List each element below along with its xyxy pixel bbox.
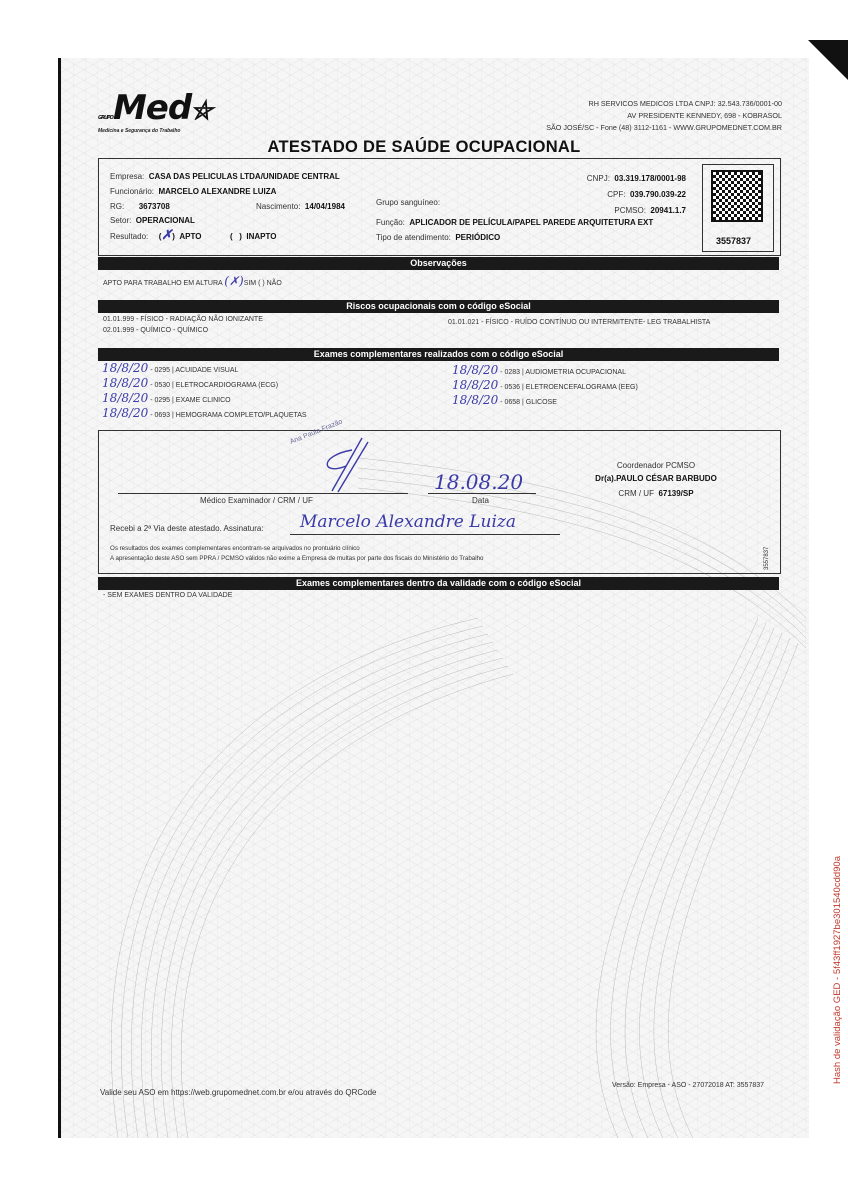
data-line — [428, 493, 536, 494]
pcmso-label: PCMSO: — [614, 206, 646, 215]
tipo-row — [376, 227, 500, 245]
funcionario-label: Funcionário: — [110, 187, 155, 196]
employee-signature: Marcelo Alexandre Luiza — [300, 512, 517, 532]
pcmso-value: 20941.1.7 — [650, 206, 686, 215]
apto-mark: ✗ — [161, 228, 173, 243]
funcao-label: Função: — [376, 218, 405, 227]
exam-row: 18/8/20 - 0658 | GLICOSE — [452, 393, 557, 407]
company-line2: AV PRESIDENTE KENNEDY, 698 - KOBRASOL — [627, 111, 782, 120]
inapto-option: INAPTO — [246, 232, 277, 241]
qr-code-icon[interactable] — [711, 170, 763, 222]
footer-validate: Valide seu ASO em https://web.grupomednet.com.br e/ou através do QRCode — [100, 1088, 377, 1097]
exam-row: 18/8/20 - 0536 | ELETROENCEFALOGRAMA (EEG) — [452, 378, 638, 392]
company-line3: SÃO JOSÉ/SC - Fone (48) 3112-1161 - WWW.GRUPOMEDNET.COM.BR — [546, 123, 782, 132]
note-1: Os resultados dos exames complementares encontram-se arquivados no prontuário clínico — [110, 545, 360, 552]
ids-block — [560, 170, 686, 218]
nascimento-label: Nascimento: — [256, 202, 301, 211]
grupo-label: Grupo sanguíneo: — [376, 198, 441, 207]
resultado-row: Resultado: (✗) APTO ( ) INAPTO — [110, 228, 277, 243]
cnpj-label: CNPJ: — [586, 174, 610, 183]
setor-value: OPERACIONAL — [135, 216, 195, 225]
risco-item: 02.01.999 - QUÍMICO - QUÍMICO — [103, 327, 209, 334]
document-title: ATESTADO DE SAÚDE OCUPACIONAL — [267, 138, 581, 156]
risco-item: 01.01.999 - FÍSICO - RADIAÇÃO NÃO IONIZANTE — [103, 316, 263, 323]
medico-line — [118, 493, 408, 494]
exam-row: 18/8/20 - 0295 | ACUIDADE VISUAL — [102, 361, 239, 375]
resultado-label: Resultado: — [110, 232, 149, 241]
empresa-value: CASA DAS PELICULAS LTDA/UNIDADE CENTRAL — [148, 172, 340, 181]
coordenador-label: Coordenador PCMSO — [616, 461, 696, 470]
crm-label: CRM / UF — [618, 489, 654, 498]
crm-value: 67139/SP — [658, 489, 694, 498]
footer-version: Versão: Empresa - ASO - 27072018 AT: 3557837 — [612, 1082, 765, 1089]
cpf-value: 039.790.039-22 — [629, 190, 686, 199]
cnpj-value: 03.319.178/0001-98 — [614, 174, 686, 183]
exames-left — [102, 362, 307, 422]
funcao-value: APLICADOR DE PELÍCULA/PAPEL PAREDE ARQUITETURA EXT — [409, 218, 654, 227]
nascimento-value: 14/04/1984 — [304, 202, 345, 211]
logo-group: GRUPO — [98, 115, 113, 121]
rg-label: RG: — [110, 202, 125, 211]
logo-tagline: Medicina e Segurança do Trabalho — [98, 128, 181, 134]
company-logo: GRUPOMed⛥ Medicina e Segurança do Trabalho — [98, 88, 248, 138]
riscos-header: Riscos ocupacionais com o código eSocial — [98, 300, 779, 313]
rg-value: 3673708 — [138, 202, 170, 211]
funcionario-value: MARCELO ALEXANDRE LUIZA — [158, 187, 277, 196]
apto-option: APTO — [179, 232, 202, 241]
riscos-right — [448, 319, 710, 326]
exames-header: Exames complementares realizados com o código eSocial — [98, 348, 779, 361]
exames-right — [452, 364, 638, 409]
medico-label: Médico Examinador / CRM / UF — [200, 496, 313, 505]
notes — [110, 544, 484, 564]
company-info — [546, 98, 782, 134]
riscos-left — [103, 314, 263, 336]
footer-link[interactable]: Valide seu ASO em https://web.grupomednet.com.br — [100, 1088, 286, 1097]
exam-row: 18/8/20 - 0295 | EXAME CLINICO — [102, 391, 231, 405]
data-value: 18.08.20 — [434, 470, 524, 494]
stamp-text: Ana Paula Frazão — [288, 418, 344, 446]
data-label: Data — [472, 496, 489, 505]
coordenador-block — [586, 459, 726, 500]
observacoes-text: APTO PARA TRABALHO EM ALTURA (✗)SIM ( ) NÃO — [103, 274, 282, 288]
tipo-label: Tipo de atendimento: — [376, 233, 451, 242]
exam-row: 18/8/20 - 0283 | AUDIOMETRIA OCUPACIONAL — [452, 363, 626, 377]
recebi-label: Recebi a 2ª Via deste atestado. Assinatura: — [110, 524, 264, 533]
tipo-value: PERIÓDICO — [455, 233, 501, 242]
setor-label: Setor: — [110, 216, 132, 225]
scan-corner — [808, 40, 848, 80]
exam-row: 18/8/20 - 0530 | ELETROCARDIOGRAMA (ECG) — [102, 376, 279, 390]
signature-line — [290, 534, 560, 535]
validade-header: Exames complementares dentro da validade com o código eSocial — [98, 577, 779, 590]
nascimento-row — [256, 196, 345, 214]
logo-text: Med — [112, 88, 192, 128]
cpf-label: CPF: — [607, 190, 626, 199]
company-line1: RH SERVICOS MEDICOS LTDA CNPJ: 32.543.736/0001-00 — [588, 99, 782, 108]
side-number: 3557837 — [764, 546, 770, 570]
observacoes-header: Observações — [98, 257, 779, 270]
risco-item: 01.01.021 - FÍSICO - RUÍDO CONTÍNUO OU INTERMITENTE- LEG TRABALHISTA — [448, 319, 711, 326]
hash-text: Hash de validação GED - 5f43ff1927be301540cdd90a — [832, 856, 843, 1084]
exam-row: 18/8/20 - 0693 | HEMOGRAMA COMPLETO/PLAQUETAS — [102, 406, 307, 420]
note-2: A apresentação deste ASO sem PPRA / PCMSO válidos não exime a Empresa de multas por parte dos fiscais do Ministério do Trabalho — [110, 555, 484, 562]
aso-number: 3557837 — [716, 236, 752, 246]
validade-text: - SEM EXAMES DENTRO DA VALIDADE — [103, 592, 233, 599]
empresa-label: Empresa: — [110, 172, 145, 181]
doctor-signature — [312, 436, 382, 496]
coordenador-name: Dr(a).PAULO CÉSAR BARBUDO — [595, 474, 717, 483]
